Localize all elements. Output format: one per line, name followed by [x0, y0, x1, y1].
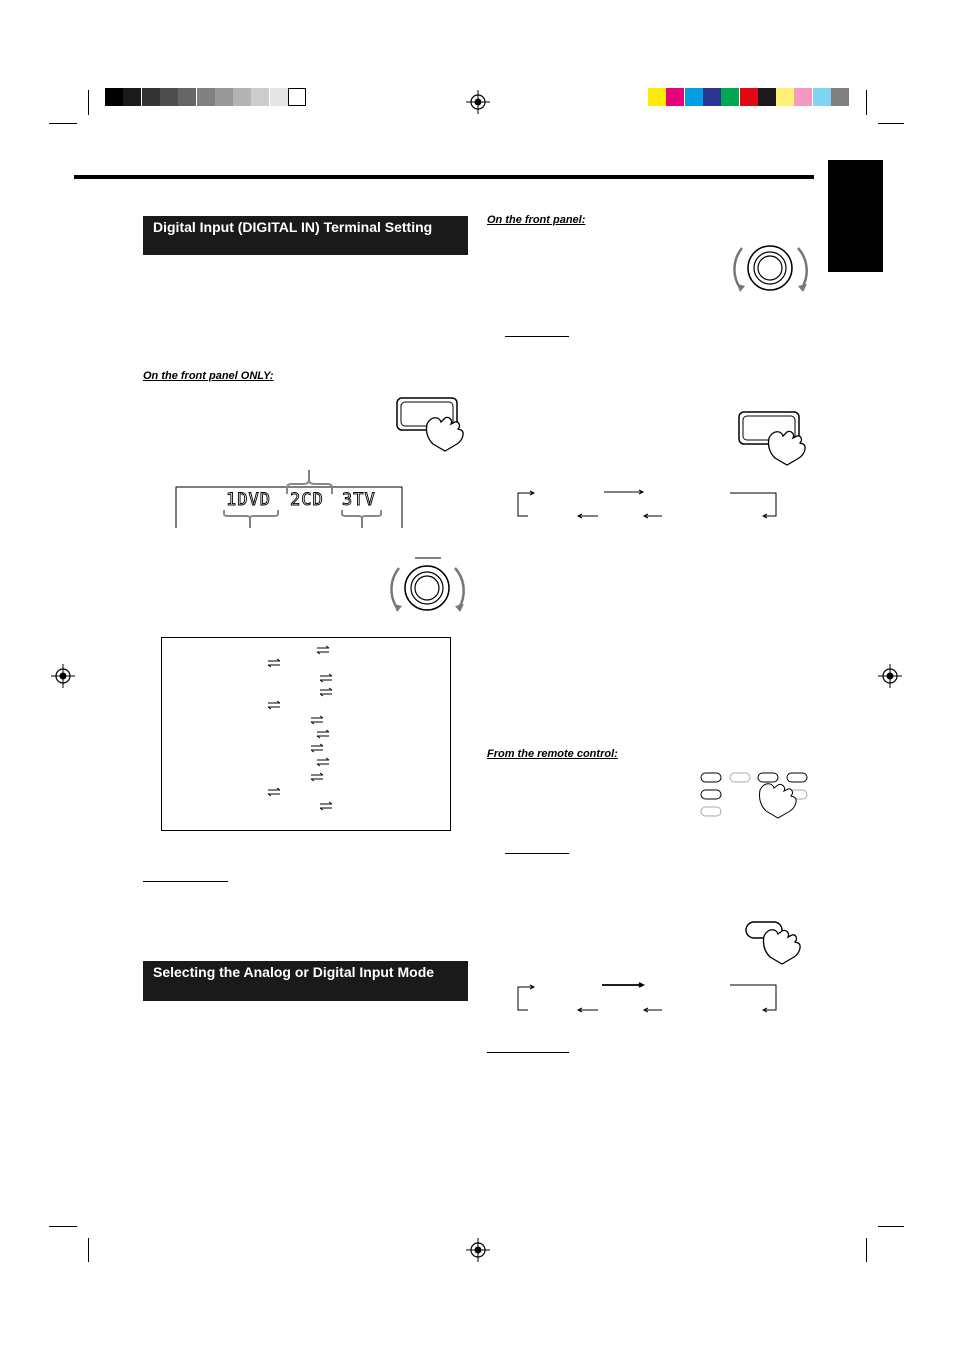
calibration-swatch: [758, 88, 776, 106]
calibration-swatch: [740, 88, 758, 106]
calibration-swatch: [123, 88, 141, 106]
crop-mark: [878, 1226, 904, 1227]
page-top-rule: [74, 175, 814, 179]
front-panel-only-label: On the front panel ONLY:: [143, 370, 274, 382]
crop-mark: [878, 123, 904, 124]
calibration-swatch: [270, 88, 288, 106]
calibration-swatch: [160, 88, 178, 106]
note-underline: [487, 1052, 569, 1053]
calibration-swatch: [776, 88, 794, 106]
language-side-tab: [828, 160, 883, 272]
calibration-swatch: [685, 88, 703, 106]
finger-press-button-icon: [735, 408, 810, 466]
crop-mark: [866, 90, 867, 115]
crop-mark: [49, 1226, 77, 1227]
bidirectional-arrow-icon: [160, 640, 450, 820]
crop-mark: [88, 1238, 89, 1262]
finger-press-button-icon: [742, 918, 807, 966]
calibration-swatch: [703, 88, 721, 106]
rotary-dial-icon: [385, 556, 470, 618]
crop-mark: [49, 123, 77, 124]
display-segment-tv: 3TV: [342, 490, 376, 510]
remote-control-label: From the remote control:: [487, 748, 618, 760]
digital-in-section-heading: Digital Input (DIGITAL IN) Terminal Setting: [143, 216, 468, 255]
crosshair-registration-icon: [466, 90, 490, 114]
calibration-swatch: [666, 88, 684, 106]
cycle-arrow-icon: [512, 486, 782, 522]
calibration-swatch: [831, 88, 849, 106]
crop-mark: [866, 1238, 867, 1262]
calibration-swatch: [105, 88, 123, 106]
note-underline: [143, 881, 228, 882]
calibration-swatch: [142, 88, 160, 106]
front-panel-label: On the front panel:: [487, 214, 586, 226]
calibration-swatch: [794, 88, 812, 106]
calibration-swatch: [233, 88, 251, 106]
rotary-dial-icon: [728, 238, 813, 298]
calibration-swatch: [648, 88, 666, 106]
calibration-swatch: [721, 88, 739, 106]
calibration-swatch: [813, 88, 831, 106]
calibration-swatch: [197, 88, 215, 106]
calibration-swatch: [215, 88, 233, 106]
display-segment-cd: 2CD: [290, 490, 324, 510]
calibration-swatch: [288, 88, 306, 106]
crosshair-registration-icon: [51, 664, 75, 688]
crosshair-registration-icon: [466, 1238, 490, 1262]
note-underline: [505, 336, 569, 337]
input-display-panel: [170, 470, 410, 530]
crop-mark: [88, 90, 89, 115]
crosshair-registration-icon: [878, 664, 902, 688]
cycle-arrow-icon: [512, 980, 782, 1016]
note-underline: [505, 853, 569, 854]
input-mode-section-heading: Selecting the Analog or Digital Input Mode: [143, 961, 468, 1001]
calibration-swatch: [178, 88, 196, 106]
display-segment-dvd: 1DVD: [226, 490, 271, 510]
finger-press-button-icon: [393, 394, 468, 452]
calibration-swatch: [251, 88, 269, 106]
remote-buttons-icon: [698, 768, 813, 828]
